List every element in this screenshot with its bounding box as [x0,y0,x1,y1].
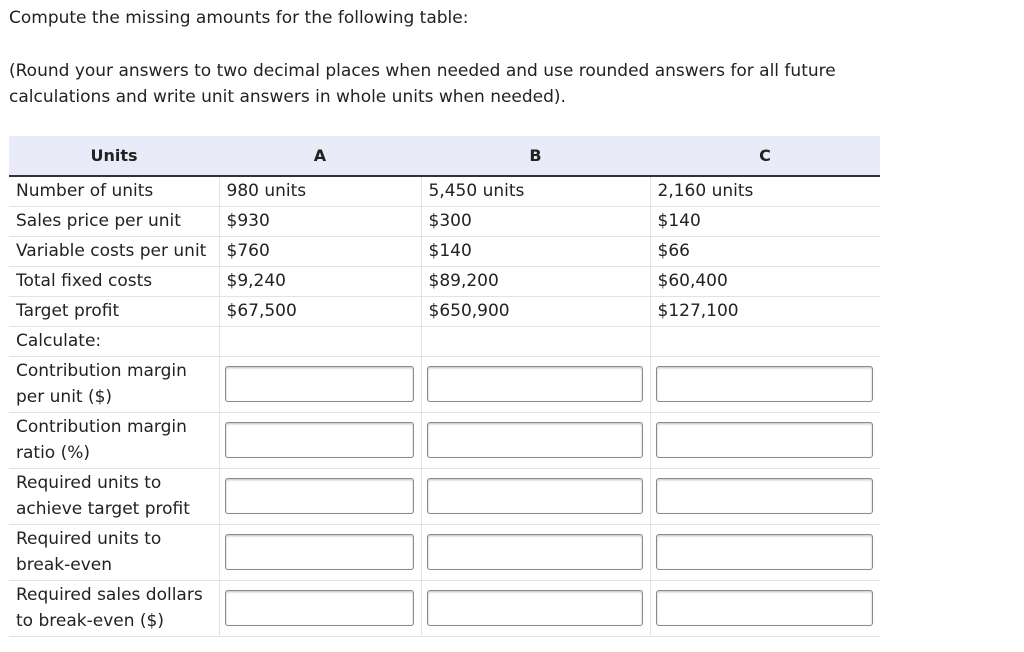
row-contribution-margin-per-unit [9,356,880,412]
row-label: Total fixed costs [9,266,219,296]
instruction-text: Compute the missing amounts for the following table: [9,8,469,28]
empty-cell [421,326,650,356]
cell-a [219,524,421,580]
value-c: 2,160 units [650,176,880,206]
breakeven-sales-input-a[interactable] [225,590,414,626]
row-label: Target profit [9,296,219,326]
empty-cell [219,326,421,356]
cell-a [219,580,421,636]
cm-ratio-input-a[interactable] [225,422,414,458]
row-label: Variable costs per unit [9,236,219,266]
value-a: $930 [219,206,421,236]
breakeven-sales-input-c[interactable] [656,590,874,626]
row-calculate [9,326,880,356]
header-a: A [219,136,421,176]
cell-b [421,468,650,524]
value-a: $760 [219,236,421,266]
breakeven-sales-input-b[interactable] [427,590,643,626]
cell-b [421,524,650,580]
row-label: Number of units [9,176,219,206]
cm-per-unit-input-b[interactable] [427,366,643,402]
value-b: $140 [421,236,650,266]
cm-per-unit-input-a[interactable] [225,366,414,402]
cell-a [219,412,421,468]
value-b: $300 [421,206,650,236]
section-label: Calculate: [9,326,219,356]
value-a: $9,240 [219,266,421,296]
row-number-of-units [9,176,880,206]
row-label: Required units to achieve target profit [9,468,219,524]
row-variable-costs-per-unit [9,236,880,266]
row-label: Contribution margin per unit ($) [9,356,219,412]
value-c: $66 [650,236,880,266]
cell-a [219,468,421,524]
row-label: Required sales dollars to break-even ($) [9,580,219,636]
row-label: Contribution margin ratio (%) [9,412,219,468]
header-b: B [421,136,650,176]
row-required-sales-dollars-break-even [9,580,880,636]
breakeven-units-input-c[interactable] [656,534,874,570]
breakeven-units-input-b[interactable] [427,534,643,570]
cm-ratio-input-c[interactable] [656,422,874,458]
target-units-input-a[interactable] [225,478,414,514]
row-contribution-margin-ratio [9,412,880,468]
cell-b [421,356,650,412]
cell-c [650,356,880,412]
table-header-row [9,136,880,176]
target-units-input-b[interactable] [427,478,643,514]
value-c: $140 [650,206,880,236]
cell-c [650,412,880,468]
row-total-fixed-costs [9,266,880,296]
row-sales-price-per-unit [9,206,880,236]
cell-c [650,468,880,524]
cell-a [219,356,421,412]
cell-c [650,580,880,636]
row-required-units-break-even [9,524,880,580]
cm-ratio-input-b[interactable] [427,422,643,458]
cell-b [421,412,650,468]
row-required-units-target-profit [9,468,880,524]
value-b: $650,900 [421,296,650,326]
rounding-instruction-text: (Round your answers to two decimal places when needed and use rounded answers for all future calculations and write unit answers in whole units when needed). [9,61,836,107]
target-units-input-c[interactable] [656,478,874,514]
cm-per-unit-input-c[interactable] [656,366,874,402]
value-a: 980 units [219,176,421,206]
row-label: Required units to break-even [9,524,219,580]
row-label: Sales price per unit [9,206,219,236]
value-c: $60,400 [650,266,880,296]
empty-cell [650,326,880,356]
value-b: $89,200 [421,266,650,296]
breakeven-units-input-a[interactable] [225,534,414,570]
cvp-table [9,136,880,637]
row-target-profit [9,296,880,326]
cell-c [650,524,880,580]
value-a: $67,500 [219,296,421,326]
header-c: C [650,136,880,176]
value-c: $127,100 [650,296,880,326]
cell-b [421,580,650,636]
header-units: Units [9,136,219,176]
value-b: 5,450 units [421,176,650,206]
